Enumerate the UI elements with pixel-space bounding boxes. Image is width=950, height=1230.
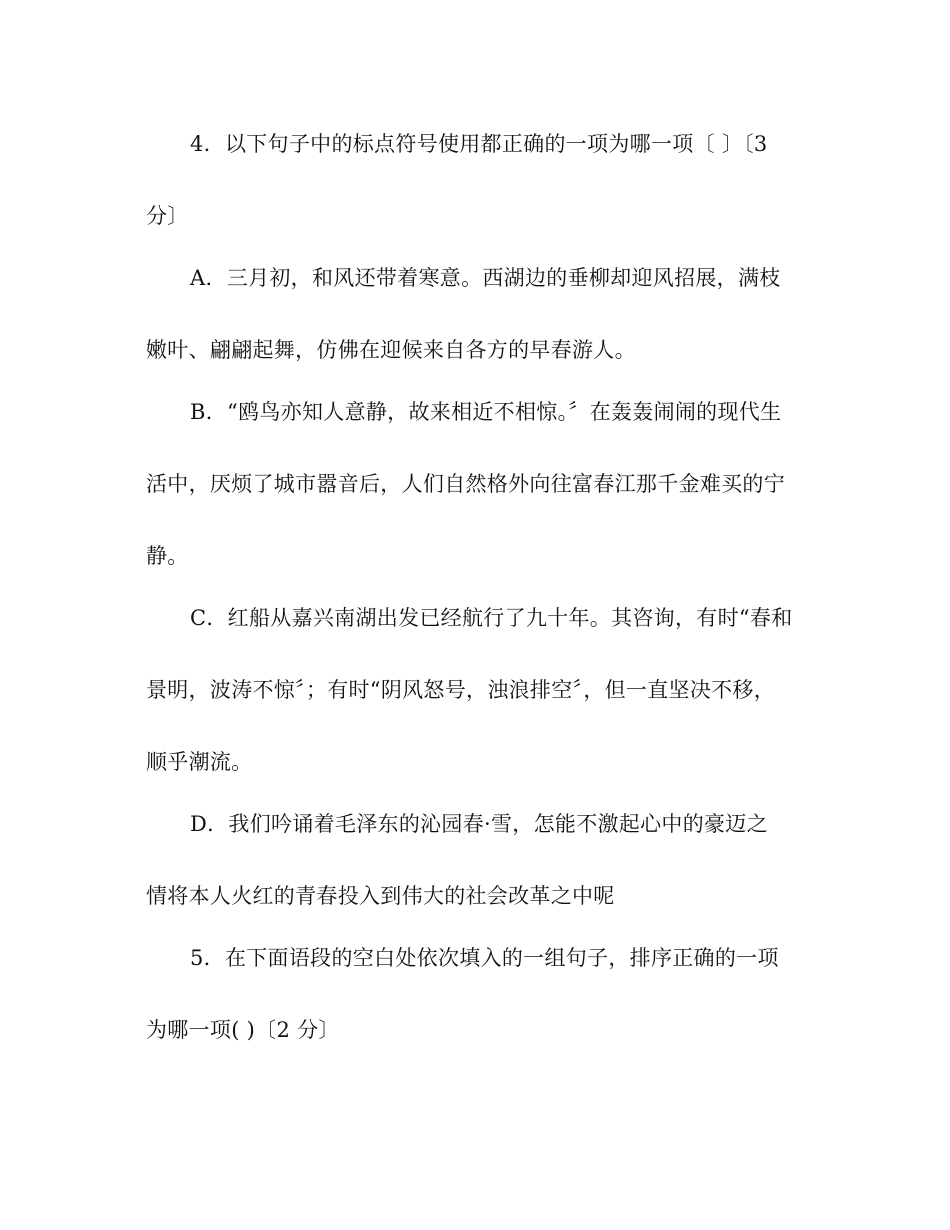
question-4-stem-line-1: 4．以下句子中的标点符号使用都正确的一项为哪一项〔 〕〔3 [190, 132, 768, 156]
option-a-line-2: 嫩叶、翩翩起舞，仿佛在迎候来自各方的早春游人。 [146, 338, 636, 362]
question-5-stem-line-2: 为哪一项( )〔2 分〕 [146, 1018, 340, 1042]
option-b-line-1: B．“鸥鸟亦知人意静，故来相近不相惊。〞在轰轰闹闹的现代生 [190, 400, 782, 424]
question-4-stem-line-2: 分〕 [146, 204, 189, 228]
question-5-stem-line-1: 5．在下面语段的空白处依次填入的一组句子，排序正确的一项 [190, 946, 779, 970]
option-d-line-1: D．我们吟诵着毛泽东的沁园春·雪，怎能不激起心中的豪迈之 [190, 812, 768, 836]
option-c-line-2: 景明，波涛不惊〞；有时“阴风怒号，浊浪排空〞，但一直坚决不移， [146, 678, 776, 702]
option-b-line-3: 静。 [146, 544, 189, 568]
option-d-line-2: 情将本人火红的青春投入到伟大的社会改革之中呢 [146, 884, 615, 908]
option-a-line-1: A．三月初，和风还带着寒意。西湖边的垂柳却迎风招展，满枝 [190, 266, 781, 290]
option-c-line-1: C．红船从嘉兴南湖出发已经航行了九十年。其咨询，有时“春和 [190, 606, 793, 630]
option-b-line-2: 活中，厌烦了城市嚣音后，人们自然格外向往富春江那千金难买的宁 [146, 472, 785, 496]
option-c-line-3: 顺乎潮流。 [146, 750, 253, 774]
